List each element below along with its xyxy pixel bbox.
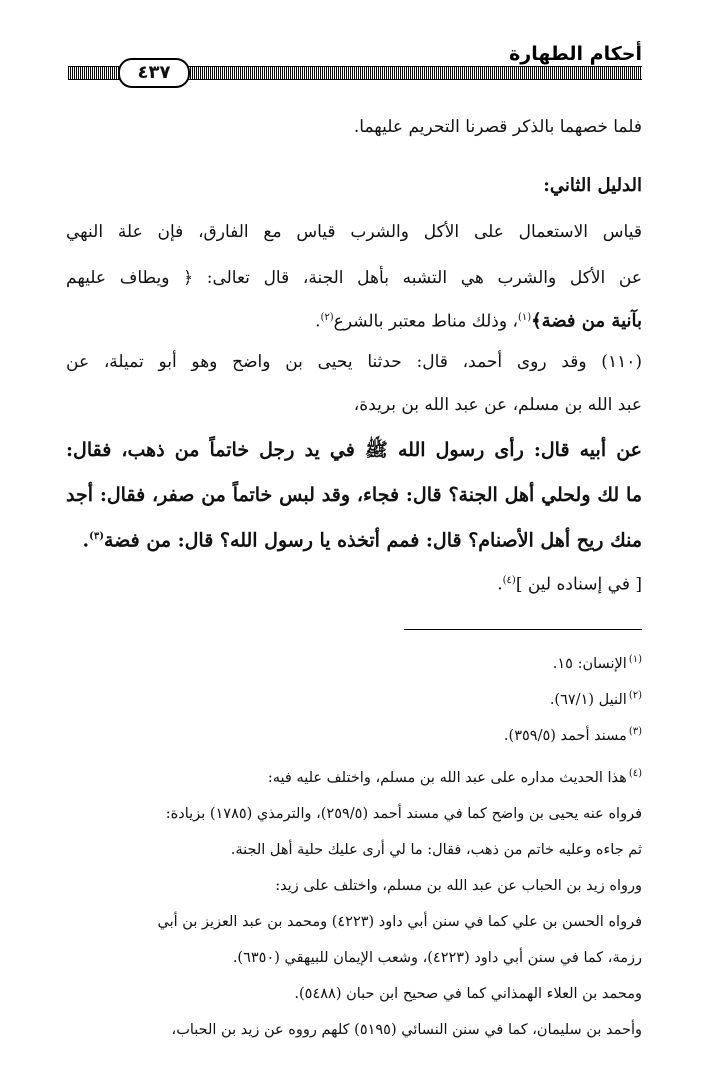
footnote-line: فرواه عنه يحيى بن واضح كما في مسند أحمد (٢٥٩/٥)، والترمذي (١٧٨٥) بزيادة: bbox=[165, 806, 642, 822]
footnote-text: الإنسان: ١٥. bbox=[552, 655, 627, 672]
footnote-line: رزمة، كما في سنن أبي داود (٤٢٢٣)، وشعب الإيمان للبيهقي (٦٣٥٠). bbox=[232, 950, 642, 966]
paragraph-line: فلما خصهما بالذكر قصرنا التحريم عليهما. bbox=[353, 117, 642, 137]
paragraph-line bbox=[66, 303, 642, 337]
section-title: الدليل الثاني: bbox=[543, 175, 642, 196]
running-header-title: أحكام الطهارة bbox=[509, 43, 642, 65]
quran-quote: بآنية من فضة﴾ bbox=[531, 310, 642, 332]
footnote-ref: (٣) bbox=[89, 531, 104, 542]
paragraph-line: قياس الاستعمال على الأكل والشرب قياس مع الفارق، فإن علة النهي bbox=[66, 222, 642, 242]
grading-text: [ في إسناده لين ] bbox=[515, 574, 642, 595]
footnote-line: فرواه الحسن بن علي كما في سنن أبي داود (٤٢٢٣) ومحمد بن عبد العزيز بن أبي bbox=[157, 914, 642, 930]
hadith-line: عن أبيه قال: رأى رسول الله ﷺ في يد رجل خاتماً من ذهب، فقال: bbox=[66, 439, 642, 461]
footnote-ref: (٤) bbox=[502, 575, 516, 586]
footnote-1 bbox=[66, 646, 642, 678]
footnote-number: (٤) bbox=[628, 768, 642, 779]
footnote-line: ورواه زيد بن الحباب عن عبد الله بن مسلم، واختلف على زيد: bbox=[275, 878, 642, 894]
footnote-3 bbox=[66, 718, 642, 750]
paragraph-text: . bbox=[315, 311, 321, 332]
paragraph-line: عبد الله بن مسلم، عن عبد الله بن بريدة، bbox=[353, 395, 642, 415]
grading-text: . bbox=[497, 574, 503, 595]
footnote-4 bbox=[66, 760, 642, 792]
hadith-line: ما لك ولحلي أهل الجنة؟ قال: فجاء، وقد لبس خاتماً من صفر، فقال: أجد bbox=[66, 484, 642, 506]
footnote-line: ومحمد بن العلاء الهمذاني كما في صحيح ابن حبان (٥٤٨٨). bbox=[294, 986, 642, 1002]
footnote-text: هذا الحديث مداره على عبد الله بن مسلم، واختلف عليه فيه: bbox=[267, 769, 627, 786]
hadith-line bbox=[66, 522, 642, 555]
page-number-badge: ٤٣٧ bbox=[118, 58, 190, 88]
footnote-number: (٣) bbox=[628, 726, 642, 737]
footnote-number: (٢) bbox=[628, 690, 642, 701]
hadith-text: منك ريح أهل الأصنام؟ قال: فمم أتخذه يا رسول الله؟ قال: من فضة bbox=[104, 529, 642, 552]
hadith-text: . bbox=[82, 529, 90, 552]
paragraph-text: ، وذلك مناط معتبر بالشرع bbox=[333, 311, 518, 332]
footnote-number: (١) bbox=[628, 654, 642, 665]
footnote-ref: (٢) bbox=[320, 312, 334, 323]
footnote-2 bbox=[66, 682, 642, 714]
footnote-text: مسند أحمد (٣٥٩/٥). bbox=[503, 727, 627, 744]
footnote-ref: (١) bbox=[517, 312, 532, 323]
footnote-line: ثم جاءه وعليه خاتم من ذهب، فقال: ما لي أرى عليك حلية أهل الجنة. bbox=[230, 842, 642, 858]
footnote-text: النيل (٦٧/١). bbox=[549, 691, 627, 708]
paragraph-line: (١١٠) وقد روى أحمد، قال: حدثنا يحيى بن واضح وهو أبو تميلة، عن bbox=[66, 352, 642, 372]
footnote-line: وأحمد بن سليمان، كما في سنن النسائي (٥١٩٥) كلهم رووه عن زيد بن الحباب، bbox=[171, 1022, 642, 1038]
grading-line bbox=[66, 566, 642, 600]
paragraph-line: عن الأكل والشرب هي التشبه بأهل الجنة، قال تعالى: ﴿ ويطاف عليهم bbox=[66, 268, 642, 288]
footnote-separator bbox=[404, 629, 642, 630]
